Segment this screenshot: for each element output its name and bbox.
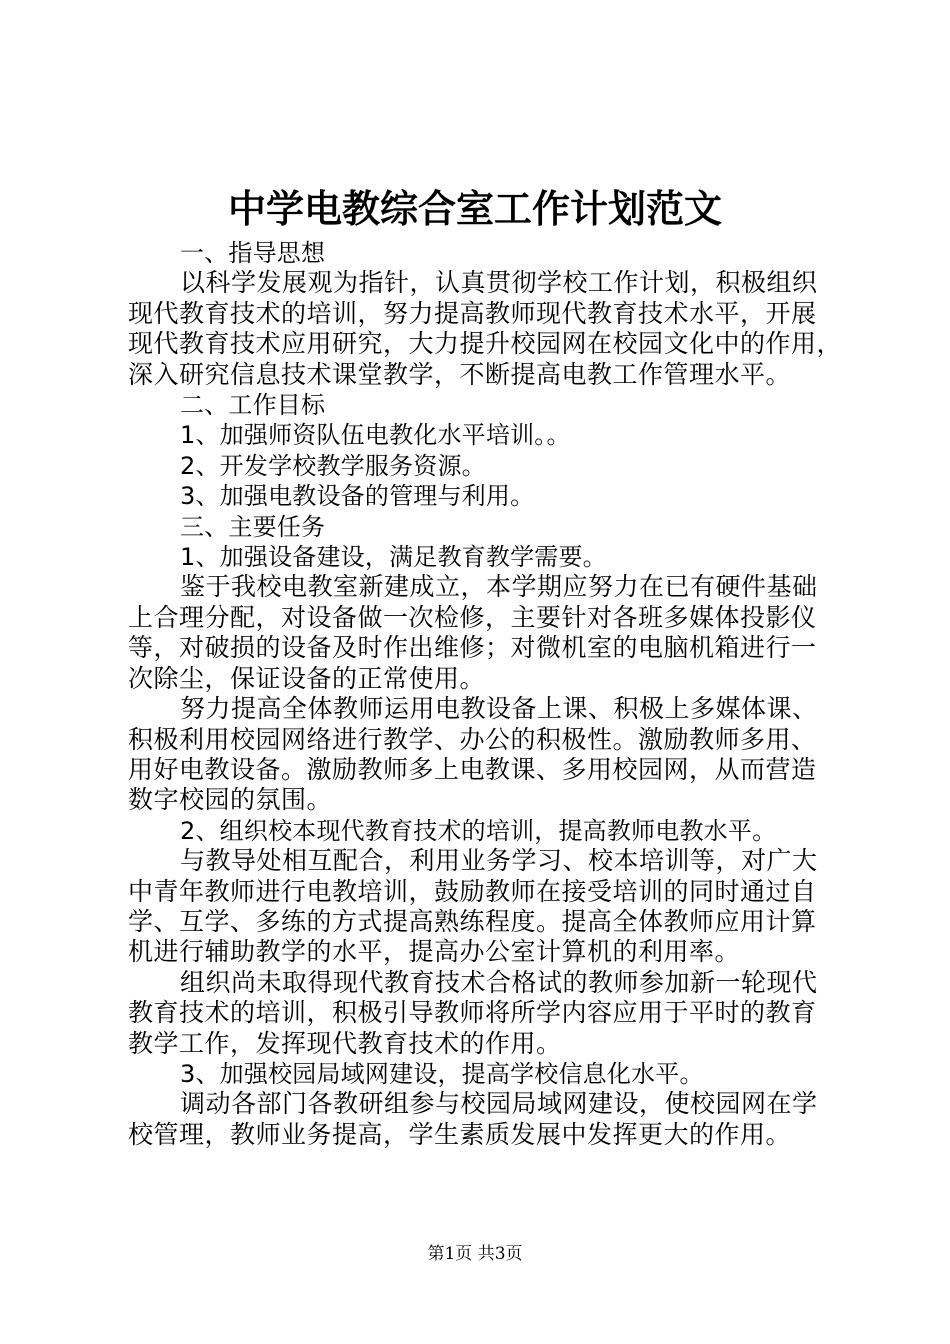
document-title: 中学电教综合室工作计划范文 [227, 187, 722, 231]
paragraph-line: 数字校园的氛围。 [128, 785, 333, 815]
paragraph-line: 中青年教师进行电教培训，鼓励教师在接受培训的同时通过自 [128, 876, 817, 906]
section-heading-line: 2、开发学校教学服务资源。 [180, 451, 486, 480]
paragraph-line: 上合理分配，对设备做一次检修，主要针对各班多媒体投影仪 [128, 602, 817, 632]
section-heading-line: 3、加强校园局域网建设，提高学校信息化水平。 [180, 1059, 704, 1088]
section-heading-line: 一、指导思想 [180, 239, 326, 267]
page-footer: 第1页 共3页 [427, 1244, 523, 1264]
section-heading-line: 三、主要任务 [180, 512, 326, 541]
paragraph-line: 次除尘，保证设备的正常使用。 [128, 663, 486, 693]
section-heading-line: 1、加强师资队伍电教化水平培训。。 [180, 421, 571, 450]
paragraph-line: 现代教育技术的培训，努力提高教师现代教育技术水平，开展 [128, 298, 817, 328]
paragraph-line: 积极利用校园网络进行教学、办公的积极性。激励教师多用、 [128, 724, 817, 754]
section-heading-line: 二、工作目标 [180, 391, 326, 420]
section-heading-line: 3、加强电教设备的管理与利用。 [180, 482, 535, 511]
paragraph-line: 教学工作，发挥现代教育技术的作用。 [128, 1028, 562, 1058]
paragraph-line: 以科学发展观为指针，认真贯彻学校工作计划，积极组织 [180, 268, 818, 298]
paragraph-line: 鉴于我校电教室新建成立，本学期应努力在已有硬件基础 [180, 572, 818, 602]
paragraph-line: 等，对破损的设备及时作出维修；对微机室的电脑机箱进行一 [128, 633, 817, 663]
paragraph-line: 机进行辅助教学的水平，提高办公室计算机的利用率。 [128, 937, 741, 967]
paragraph-line: 调动各部门各教研组参与校园局域网建设，使校园网在学 [180, 1089, 818, 1119]
paragraph-line: 努力提高全体教师运用电教设备上课、积极上多媒体课、 [180, 694, 818, 724]
document-body [128, 238, 843, 1150]
paragraph-line: 现代教育技术应用研究，大力提升校园网在校园文化中的作用， [128, 329, 843, 359]
paragraph-line: 与教导处相互配合，利用业务学习、校本培训等，对广大 [180, 846, 818, 876]
paragraph-line: 深入研究信息技术课堂教学，不断提高电教工作管理水平。 [128, 359, 792, 389]
paragraph-line: 校管理，教师业务提高，学生素质发展中发挥更大的作用。 [128, 1119, 792, 1149]
paragraph-line: 用好电教设备。激励教师多上电教课、多用校园网，从而营造 [128, 754, 817, 784]
paragraph-line: 组织尚未取得现代教育技术合格试的教师参加新一轮现代 [180, 967, 818, 997]
section-heading-line: 1、加强设备建设，满足教育教学需要。 [180, 543, 607, 572]
section-heading-line: 2、组织校本现代教育技术的培训，提高教师电教水平。 [180, 816, 777, 845]
paragraph-line: 教育技术的培训，积极引导教师将所学内容应用于平时的教育 [128, 998, 817, 1028]
paragraph-line: 学、互学、多练的方式提高熟练程度。提高全体教师应用计算 [128, 906, 817, 936]
